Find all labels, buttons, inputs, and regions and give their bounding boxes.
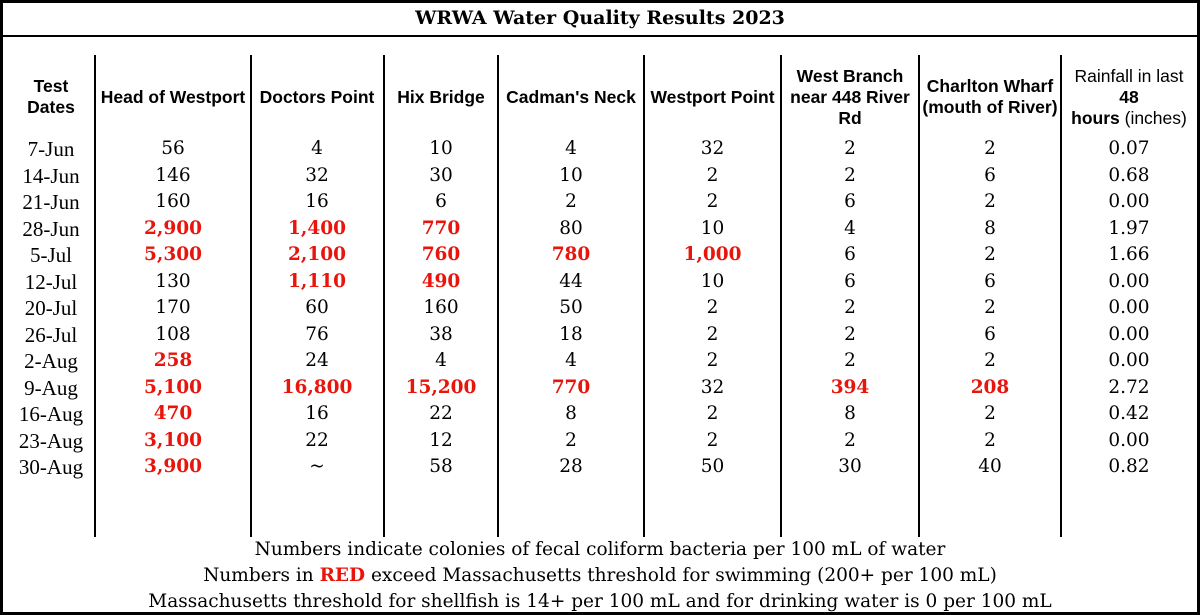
cell-cadmans-neck: 2 bbox=[565, 191, 577, 212]
column-divider bbox=[780, 55, 782, 537]
header-rainfall bbox=[1063, 57, 1195, 137]
cell-hix-bridge: 160 bbox=[423, 297, 459, 318]
cell-date: 23-Aug bbox=[18, 428, 84, 453]
cell-cadmans-neck: 50 bbox=[559, 297, 583, 318]
cell-hix-bridge: 10 bbox=[429, 138, 453, 159]
cell-hix-bridge: 22 bbox=[429, 403, 453, 424]
cell-rainfall: 0.00 bbox=[1108, 191, 1150, 212]
cell-charlton-wharf: 2 bbox=[984, 297, 996, 318]
cell-doctors-point: 16 bbox=[305, 403, 329, 424]
cell-cadmans-neck: 4 bbox=[565, 138, 577, 159]
cell-west-branch: 394 bbox=[830, 376, 870, 398]
cell-west-branch: 6 bbox=[844, 244, 856, 265]
title-divider bbox=[3, 35, 1197, 37]
cell-rainfall: 0.68 bbox=[1108, 164, 1150, 186]
note-red-threshold bbox=[3, 565, 1197, 586]
cell-hix-bridge: 4 bbox=[435, 350, 447, 371]
cell-rainfall: 0.00 bbox=[1108, 323, 1150, 345]
cell-doctors-point: 1,400 bbox=[288, 217, 346, 239]
cell-westport-point: 2 bbox=[706, 297, 719, 318]
cell-head-of-westport: 56 bbox=[161, 138, 185, 159]
header-rainfall-hours-number: 48 bbox=[1119, 86, 1139, 107]
cell-west-branch: 6 bbox=[844, 191, 856, 212]
cell-west-branch: 2 bbox=[844, 350, 856, 371]
cell-doctors-point: 2,100 bbox=[288, 244, 346, 265]
header-cadmans-neck: Cadman's Neck bbox=[506, 86, 636, 107]
cell-date: 5-Jul bbox=[30, 243, 72, 267]
header-west-branch: West Branch near 448 River Rd bbox=[790, 65, 910, 128]
cell-westport-point: 50 bbox=[700, 456, 725, 477]
cell-date: 7-Jun bbox=[27, 137, 75, 161]
cell-hix-bridge: 58 bbox=[429, 456, 453, 477]
cell-head-of-westport: 3,900 bbox=[144, 456, 202, 477]
cell-hix-bridge: 15,200 bbox=[405, 376, 477, 398]
cell-westport-point: 2 bbox=[706, 164, 719, 186]
cell-westport-point: 32 bbox=[700, 376, 725, 398]
header-rainfall-hours-word: hours bbox=[1071, 107, 1120, 128]
cell-date: 28-Jun bbox=[22, 216, 80, 241]
header-hix-bridge: Hix Bridge bbox=[397, 86, 485, 107]
cell-charlton-wharf: 8 bbox=[984, 217, 996, 239]
cell-hix-bridge: 12 bbox=[429, 429, 453, 451]
column-divider bbox=[1060, 55, 1062, 537]
cell-cadmans-neck: 28 bbox=[559, 456, 583, 477]
cell-date: 26-Jul bbox=[24, 322, 78, 347]
cell-charlton-wharf: 6 bbox=[984, 323, 996, 345]
cell-head-of-westport: 470 bbox=[153, 403, 193, 424]
cell-rainfall: 0.00 bbox=[1108, 350, 1150, 371]
cell-cadmans-neck: 4 bbox=[565, 350, 577, 371]
cell-date: 2-Aug bbox=[24, 349, 78, 373]
cell-rainfall: 1.97 bbox=[1108, 217, 1150, 239]
header-rainfall-unit: (inches) bbox=[1119, 107, 1187, 128]
cell-cadmans-neck: 8 bbox=[565, 403, 577, 424]
column-divider bbox=[643, 55, 645, 537]
cell-rainfall: 0.00 bbox=[1108, 429, 1150, 451]
cell-westport-point: 1,000 bbox=[683, 244, 742, 265]
cell-doctors-point: ~ bbox=[309, 456, 325, 477]
cell-westport-point: 2 bbox=[706, 350, 719, 371]
note-shellfish-drinking: Massachusetts threshold for shellfish is 14+ per 100 mL and for drinking water is 0 per 100 mL bbox=[148, 591, 1052, 612]
cell-date: 14-Jun bbox=[22, 163, 80, 188]
cell-head-of-westport: 5,100 bbox=[144, 376, 202, 398]
note-red-suffix: exceed Massachusetts threshold for swimming (200+ per 100 mL) bbox=[365, 565, 997, 586]
cell-charlton-wharf: 2 bbox=[984, 403, 996, 424]
cell-head-of-westport: 160 bbox=[155, 191, 191, 212]
cell-westport-point: 2 bbox=[706, 323, 719, 345]
cell-charlton-wharf: 2 bbox=[984, 350, 996, 371]
cell-date: 30-Aug bbox=[18, 455, 84, 479]
header-doctors-point: Doctors Point bbox=[259, 86, 375, 107]
cell-head-of-westport: 108 bbox=[155, 323, 191, 345]
cell-cadmans-neck: 780 bbox=[551, 244, 591, 265]
cell-rainfall: 1.66 bbox=[1108, 244, 1150, 265]
cell-westport-point: 2 bbox=[706, 403, 719, 424]
cell-hix-bridge: 760 bbox=[421, 244, 461, 265]
cell-date: 12-Jul bbox=[24, 269, 78, 294]
cell-head-of-westport: 3,100 bbox=[144, 429, 202, 451]
cell-doctors-point: 1,110 bbox=[288, 270, 346, 292]
note-red-prefix: Numbers in bbox=[203, 565, 320, 586]
cell-cadmans-neck: 2 bbox=[565, 429, 577, 451]
cell-west-branch: 2 bbox=[844, 429, 856, 451]
cell-charlton-wharf: 2 bbox=[984, 429, 996, 451]
cell-head-of-westport: 170 bbox=[155, 297, 191, 318]
cell-charlton-wharf: 208 bbox=[970, 376, 1010, 398]
cell-rainfall: 0.00 bbox=[1108, 297, 1150, 318]
cell-cadmans-neck: 80 bbox=[559, 217, 583, 239]
cell-date: 21-Jun bbox=[22, 190, 80, 214]
cell-charlton-wharf: 40 bbox=[978, 456, 1002, 477]
header-head-of-westport: Head of Westport bbox=[100, 86, 246, 107]
column-divider bbox=[94, 55, 96, 537]
cell-date: 16-Aug bbox=[18, 402, 84, 426]
cell-west-branch: 30 bbox=[838, 456, 862, 477]
cell-rainfall: 0.07 bbox=[1108, 138, 1150, 159]
cell-rainfall: 2.72 bbox=[1108, 376, 1150, 398]
cell-doctors-point: 16,800 bbox=[281, 376, 353, 398]
cell-west-branch: 4 bbox=[844, 217, 856, 239]
cell-west-branch: 2 bbox=[844, 297, 856, 318]
cell-hix-bridge: 490 bbox=[421, 270, 461, 292]
column-divider bbox=[383, 55, 385, 537]
cell-doctors-point: 60 bbox=[305, 297, 329, 318]
cell-west-branch: 2 bbox=[844, 164, 856, 186]
cell-doctors-point: 4 bbox=[311, 138, 323, 159]
cell-west-branch: 2 bbox=[844, 138, 856, 159]
note-colonies: Numbers indicate colonies of fecal coliform bacteria per 100 mL of water bbox=[254, 539, 946, 560]
cell-head-of-westport: 130 bbox=[155, 270, 191, 292]
cell-west-branch: 6 bbox=[844, 270, 856, 292]
cell-hix-bridge: 6 bbox=[435, 191, 447, 212]
header-westport-point: Westport Point bbox=[650, 86, 775, 107]
header-rainfall-text: Rainfall in last bbox=[1074, 65, 1184, 86]
cell-date: 20-Jul bbox=[24, 296, 78, 320]
cell-hix-bridge: 30 bbox=[429, 164, 453, 186]
note-red-word: RED bbox=[319, 565, 366, 586]
header-charlton-wharf: Charlton Wharf (mouth of River) bbox=[922, 76, 1058, 117]
cell-doctors-point: 22 bbox=[305, 429, 329, 451]
cell-cadmans-neck: 770 bbox=[551, 376, 591, 398]
cell-cadmans-neck: 18 bbox=[559, 323, 583, 345]
table-title: WRWA Water Quality Results 2023 bbox=[415, 7, 785, 29]
header-test-dates: Test Dates bbox=[27, 76, 75, 117]
cell-hix-bridge: 770 bbox=[421, 217, 461, 239]
cell-westport-point: 2 bbox=[706, 429, 719, 451]
cell-westport-point: 2 bbox=[706, 191, 719, 212]
cell-doctors-point: 76 bbox=[305, 323, 329, 345]
cell-rainfall: 0.00 bbox=[1108, 270, 1150, 292]
cell-date: 9-Aug bbox=[24, 375, 78, 400]
cell-rainfall: 0.82 bbox=[1108, 456, 1150, 477]
cell-charlton-wharf: 2 bbox=[984, 191, 996, 212]
cell-west-branch: 2 bbox=[844, 323, 856, 345]
cell-cadmans-neck: 10 bbox=[559, 164, 583, 186]
cell-charlton-wharf: 6 bbox=[984, 164, 996, 186]
cell-charlton-wharf: 2 bbox=[984, 244, 996, 265]
cell-hix-bridge: 38 bbox=[429, 323, 453, 345]
cell-rainfall: 0.42 bbox=[1108, 403, 1150, 424]
cell-doctors-point: 32 bbox=[305, 164, 329, 186]
cell-cadmans-neck: 44 bbox=[559, 270, 583, 292]
column-divider bbox=[497, 55, 499, 537]
cell-head-of-westport: 146 bbox=[155, 164, 191, 186]
cell-westport-point: 10 bbox=[700, 270, 725, 292]
cell-head-of-westport: 258 bbox=[153, 350, 193, 371]
cell-charlton-wharf: 2 bbox=[984, 138, 996, 159]
cell-head-of-westport: 2,900 bbox=[144, 217, 202, 239]
column-divider bbox=[918, 55, 920, 537]
column-divider bbox=[250, 55, 252, 537]
cell-westport-point: 32 bbox=[700, 138, 725, 159]
cell-doctors-point: 24 bbox=[305, 350, 329, 371]
cell-west-branch: 8 bbox=[844, 403, 856, 424]
cell-doctors-point: 16 bbox=[305, 191, 329, 212]
cell-westport-point: 10 bbox=[700, 217, 725, 239]
cell-charlton-wharf: 6 bbox=[984, 270, 996, 292]
cell-head-of-westport: 5,300 bbox=[144, 244, 202, 265]
